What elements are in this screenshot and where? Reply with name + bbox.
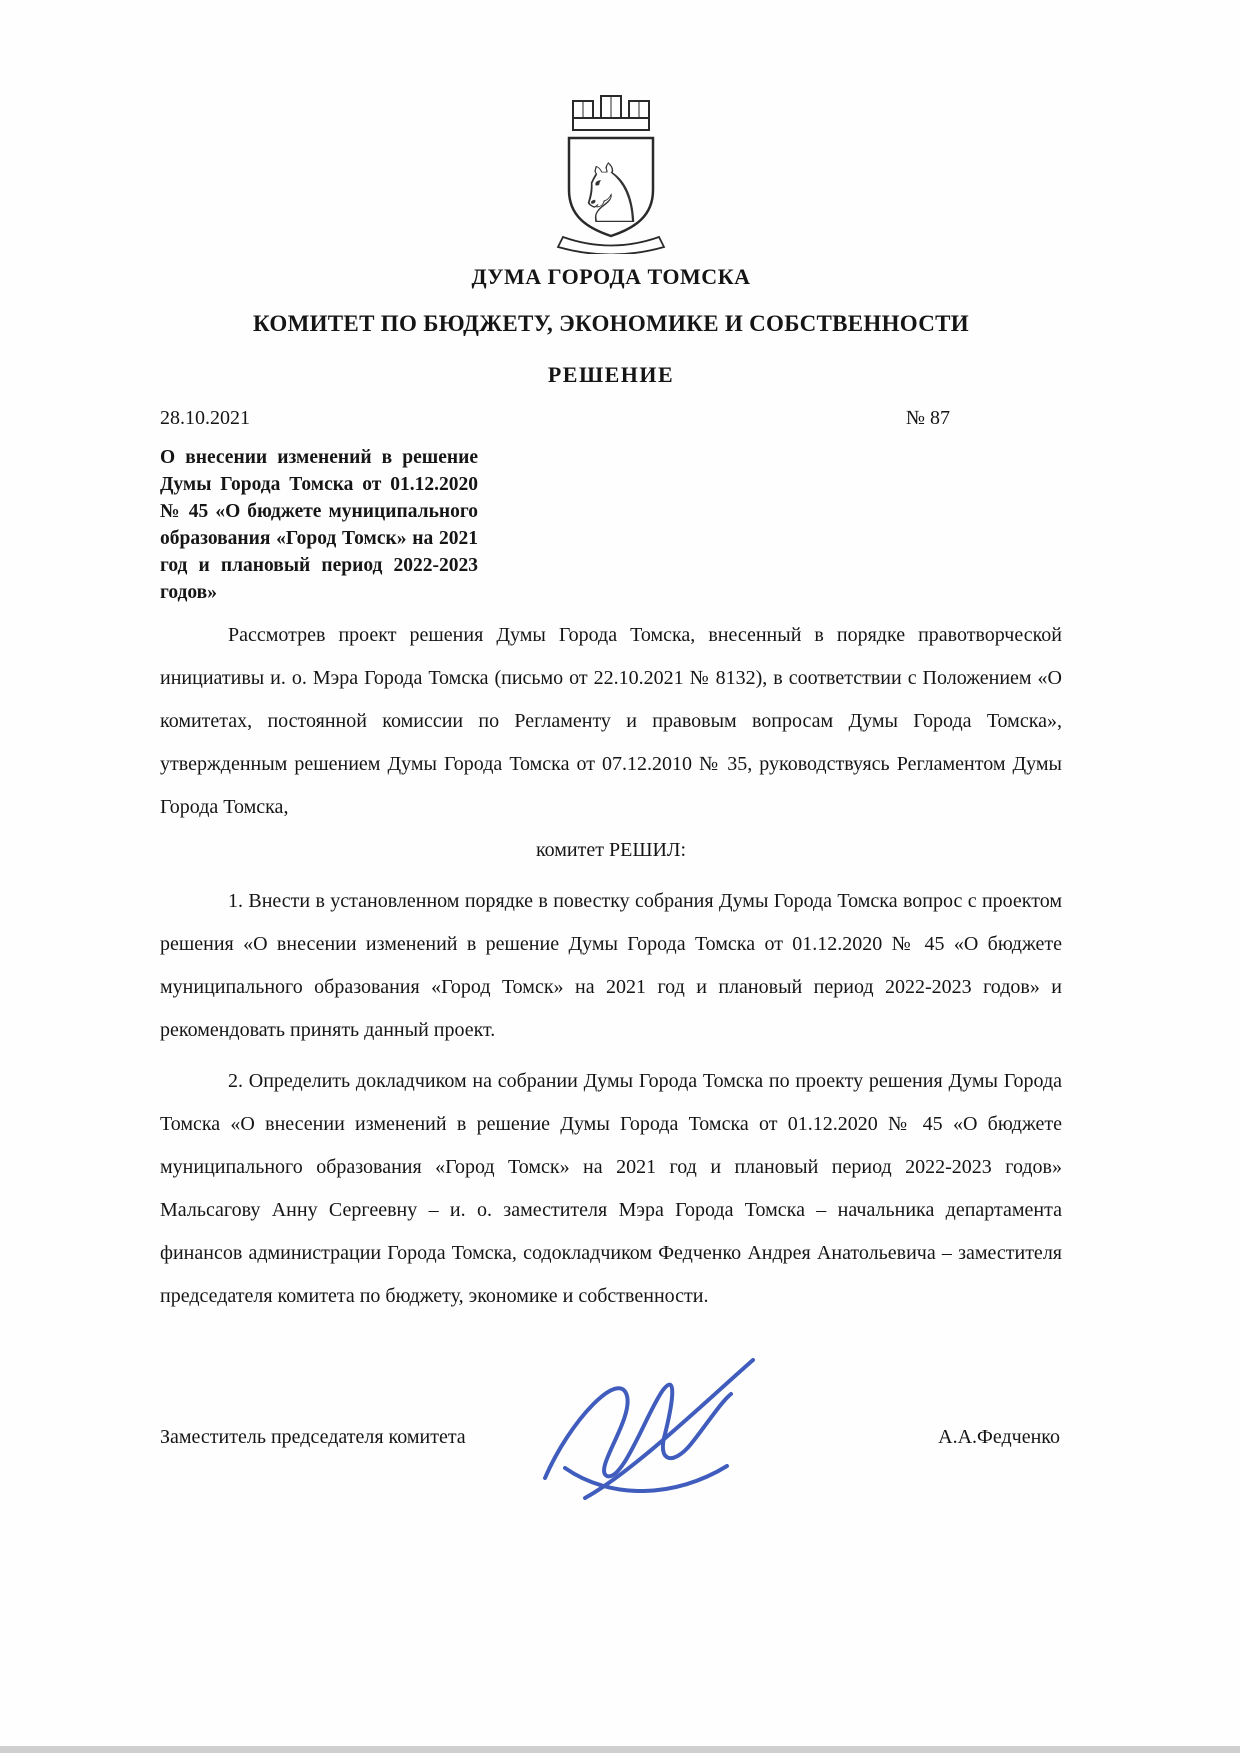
date-number-row bbox=[160, 404, 1062, 432]
signatory-name: А.А.Федченко bbox=[938, 1426, 1060, 1448]
mural-crown-icon bbox=[573, 96, 649, 130]
document-type: РЕШЕНИЕ bbox=[547, 362, 675, 387]
committee-name: КОМИТЕТ ПО БЮДЖЕТУ, ЭКОНОМИКЕ И СОБСТВЕННОСТИ bbox=[253, 311, 969, 336]
organization-name: ДУМА ГОРОДА ТОМСКА bbox=[471, 264, 751, 289]
resolution-intro: комитет РЕШИЛ: bbox=[535, 839, 687, 861]
signature-block bbox=[160, 1364, 1062, 1524]
signature-icon bbox=[515, 1346, 815, 1516]
document-number: № 87 bbox=[905, 407, 950, 429]
document-subject: О внесении изменений в решение Думы Города Томска от 01.12.2020 № 45 «О бюджете муниципального образования «Город Томск» на 2021 год и плановый период 2022-2023 годов» bbox=[160, 447, 478, 603]
preamble-paragraph: Рассмотрев проект решения Думы Города Томска, внесенный в порядке правотворческой инициативы и. о. Мэра Города Томска (письмо от 22.10.2021 № 8132), в соответствии с Положением «О комитетах, постоянной комиссии по Регламенту и правовым вопросам Думы Города Томска», утвержденным решением Думы Города Томска от 07.12.2010 № 35, руководствуясь Регламентом Думы Города Томска, bbox=[160, 624, 1062, 818]
shield-icon bbox=[569, 138, 653, 242]
handwritten-signature bbox=[515, 1346, 815, 1522]
resolution-item-1: 1. Внести в установленном порядке в повестку собрания Думы Города Томска вопрос с проектом решения «О внесении изменений в решение Думы Города Томска от 01.12.2020 № 45 «О бюджете муниципального образования «Город Томск» на 2021 год и плановый период 2022-2023 годов» и рекомендовать принять данный проект. bbox=[160, 890, 1062, 1041]
tomsk-coat-of-arms bbox=[536, 88, 686, 254]
signatory-title: Заместитель председателя комитета bbox=[160, 1426, 466, 1448]
document-date: 28.10.2021 bbox=[160, 407, 250, 429]
scan-edge-artifact bbox=[0, 1746, 1240, 1753]
coat-of-arms-graphic bbox=[536, 88, 686, 254]
resolution-item-2: 2. Определить докладчиком на собрании Думы Города Томска по проекту решения Думы Города Томска «О внесении изменений в решение Думы Города Томска от 01.12.2020 № 45 «О бюджете муниципального образования «Город Томск» на 2021 год и плановый период 2022-2023 годов» Мальсагову Анну Сергеевну – и. о. заместителя Мэра Города Томска – начальника департамента финансов администрации Города Томска, содокладчиком Федченко Андрея Анатольевича – заместителя председателя комитета по бюджету, экономике и собственности. bbox=[160, 1070, 1062, 1307]
horse-icon: ♘ bbox=[574, 147, 648, 242]
